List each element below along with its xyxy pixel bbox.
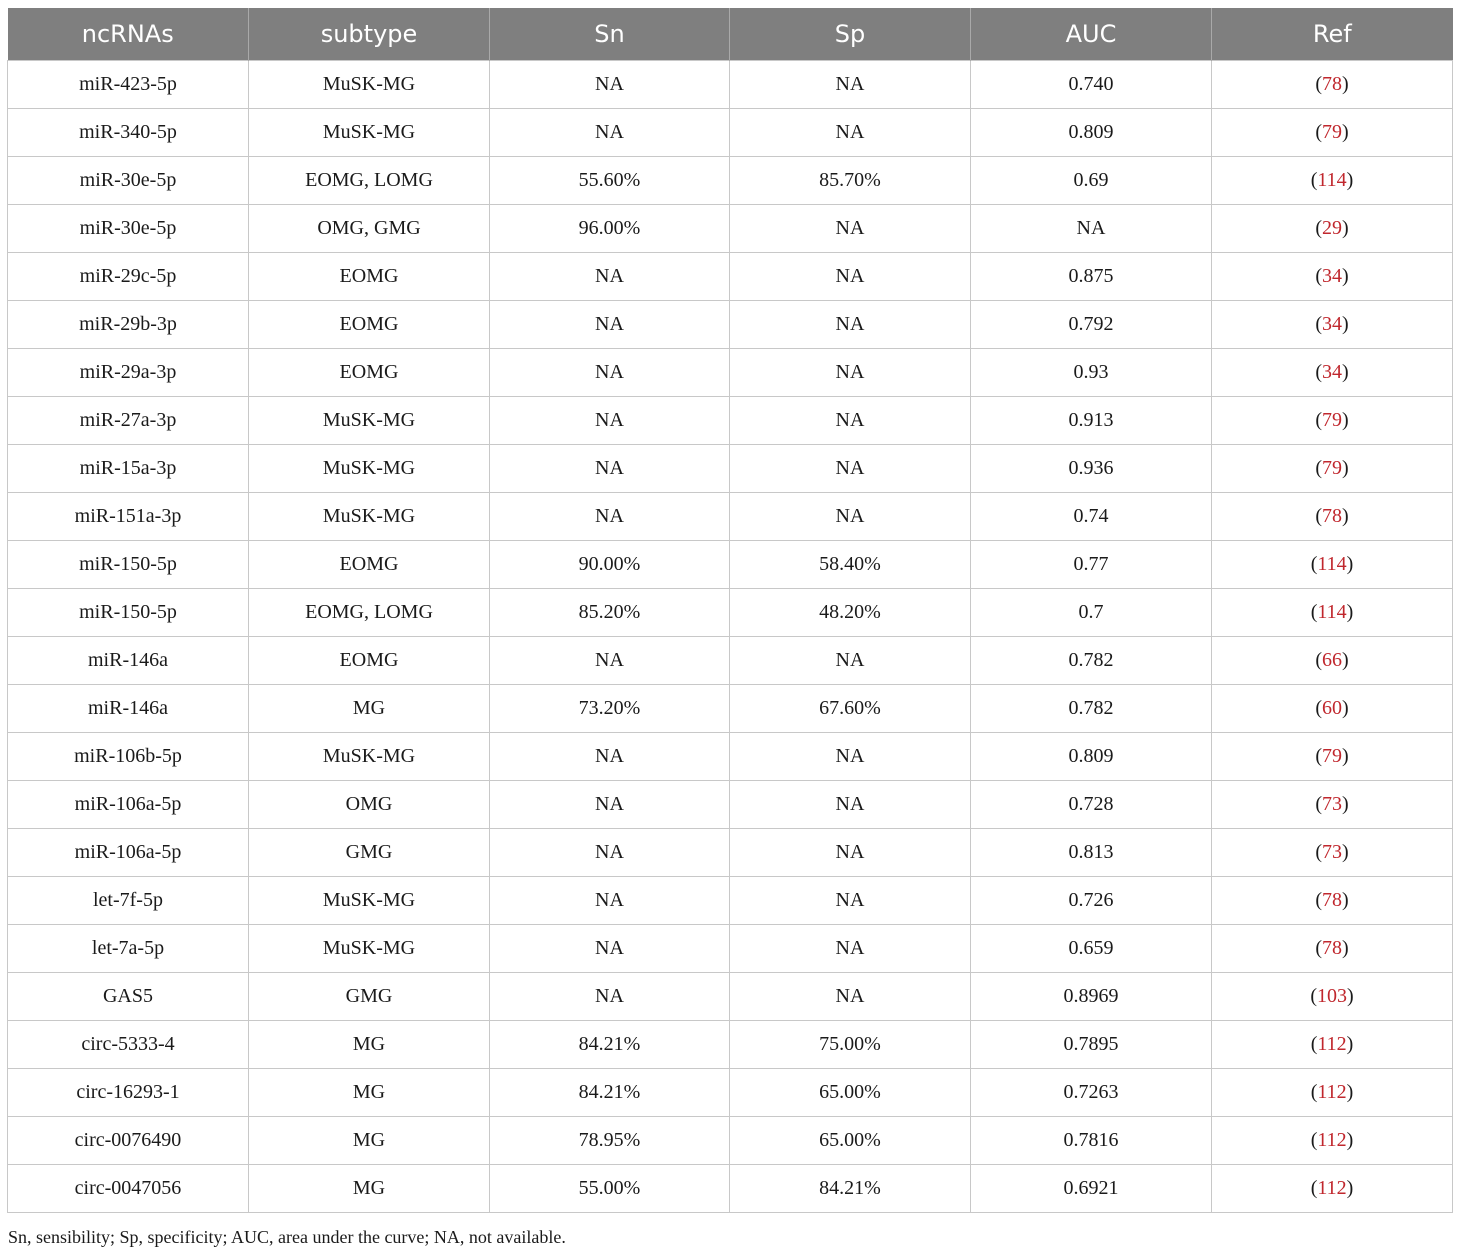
table-row <box>8 541 1453 589</box>
cell-subtype: MuSK-MG <box>249 61 490 109</box>
cell-sp: NA <box>730 349 971 397</box>
cell-ref <box>1212 205 1453 253</box>
reference-link[interactable]: 34 <box>1322 265 1342 287</box>
reference-link[interactable]: 78 <box>1322 73 1342 95</box>
cell-ref <box>1212 781 1453 829</box>
cell-ref <box>1212 1069 1453 1117</box>
cell-ref <box>1212 445 1453 493</box>
table-row <box>8 973 1453 1021</box>
reference-link[interactable]: 34 <box>1322 313 1342 335</box>
table-row <box>8 1021 1453 1069</box>
ref-open-paren: ( <box>1315 73 1322 95</box>
ref-close-paren: ) <box>1342 505 1349 527</box>
cell-subtype: MuSK-MG <box>249 925 490 973</box>
cell-ncrna: miR-340-5p <box>8 109 249 157</box>
table-row <box>8 61 1453 109</box>
reference-link[interactable]: 60 <box>1322 697 1342 719</box>
cell-auc: 0.93 <box>971 349 1212 397</box>
cell-auc: 0.659 <box>971 925 1212 973</box>
ref-open-paren: ( <box>1315 217 1322 239</box>
cell-ref <box>1212 397 1453 445</box>
reference-link[interactable]: 73 <box>1322 841 1342 863</box>
ref-open-paren: ( <box>1315 505 1322 527</box>
header-sn: Sn <box>490 8 730 61</box>
cell-sp: NA <box>730 205 971 253</box>
cell-auc: 0.936 <box>971 445 1212 493</box>
cell-sn: NA <box>490 253 730 301</box>
cell-auc: 0.7816 <box>971 1117 1212 1165</box>
header-subtype: subtype <box>249 8 490 61</box>
cell-sn: 55.60% <box>490 157 730 205</box>
cell-ncrna: let-7f-5p <box>8 877 249 925</box>
cell-ref <box>1212 301 1453 349</box>
reference-link[interactable]: 78 <box>1322 505 1342 527</box>
cell-auc: 0.782 <box>971 685 1212 733</box>
cell-sp: 65.00% <box>730 1069 971 1117</box>
cell-ncrna: miR-146a <box>8 685 249 733</box>
cell-sn: NA <box>490 493 730 541</box>
cell-subtype: EOMG <box>249 637 490 685</box>
cell-ncrna: miR-151a-3p <box>8 493 249 541</box>
cell-auc: 0.782 <box>971 637 1212 685</box>
reference-link[interactable]: 29 <box>1322 217 1342 239</box>
table-row <box>8 925 1453 973</box>
cell-sp: NA <box>730 301 971 349</box>
cell-subtype: OMG, GMG <box>249 205 490 253</box>
cell-subtype: MuSK-MG <box>249 733 490 781</box>
cell-sp: NA <box>730 109 971 157</box>
cell-sn: NA <box>490 781 730 829</box>
reference-link[interactable]: 112 <box>1317 1177 1347 1199</box>
header-ncrnas: ncRNAs <box>8 8 249 61</box>
ref-close-paren: ) <box>1342 745 1349 767</box>
reference-link[interactable]: 79 <box>1322 409 1342 431</box>
cell-ncrna: GAS5 <box>8 973 249 1021</box>
cell-ref <box>1212 829 1453 877</box>
ref-open-paren: ( <box>1310 601 1318 623</box>
cell-ref <box>1212 61 1453 109</box>
cell-subtype: EOMG <box>249 253 490 301</box>
cell-ncrna: circ-16293-1 <box>8 1069 249 1117</box>
table-row <box>8 733 1453 781</box>
cell-ncrna: circ-5333-4 <box>8 1021 249 1069</box>
cell-auc: 0.7895 <box>971 1021 1212 1069</box>
header-auc: AUC <box>971 8 1212 61</box>
cell-auc: 0.77 <box>971 541 1212 589</box>
cell-sp: NA <box>730 493 971 541</box>
table-row <box>8 589 1453 637</box>
cell-subtype: MuSK-MG <box>249 397 490 445</box>
cell-sn: 85.20% <box>490 589 730 637</box>
table-row <box>8 157 1453 205</box>
cell-sp: 65.00% <box>730 1117 971 1165</box>
table-row <box>8 493 1453 541</box>
cell-sn: NA <box>490 61 730 109</box>
cell-ncrna: circ-0047056 <box>8 1165 249 1213</box>
ref-close-paren: ) <box>1346 1177 1354 1199</box>
table-footnote: Sn, sensibility; Sp, specificity; AUC, area under the curve; NA, not available. <box>8 1227 566 1247</box>
cell-sn: NA <box>490 109 730 157</box>
ref-close-paren: ) <box>1346 1129 1354 1151</box>
cell-sn: 96.00% <box>490 205 730 253</box>
cell-sn: NA <box>490 397 730 445</box>
cell-ref <box>1212 493 1453 541</box>
ref-close-paren: ) <box>1342 457 1349 479</box>
ref-open-paren: ( <box>1315 409 1322 431</box>
cell-subtype: MuSK-MG <box>249 109 490 157</box>
cell-auc: NA <box>971 205 1212 253</box>
cell-ncrna: miR-150-5p <box>8 541 249 589</box>
ref-open-paren: ( <box>1315 889 1322 911</box>
cell-auc: 0.7 <box>971 589 1212 637</box>
ref-open-paren: ( <box>1310 985 1317 1007</box>
cell-subtype: EOMG, LOMG <box>249 589 490 637</box>
cell-sn: NA <box>490 733 730 781</box>
cell-auc: 0.8969 <box>971 973 1212 1021</box>
cell-ref <box>1212 157 1453 205</box>
cell-subtype: MuSK-MG <box>249 877 490 925</box>
ref-close-paren: ) <box>1346 169 1354 191</box>
cell-ncrna: miR-30e-5p <box>8 157 249 205</box>
reference-link[interactable]: 114 <box>1317 553 1347 575</box>
cell-sp: NA <box>730 925 971 973</box>
cell-ncrna: miR-106a-5p <box>8 829 249 877</box>
ref-close-paren: ) <box>1342 841 1349 863</box>
cell-subtype: EOMG <box>249 301 490 349</box>
ref-close-paren: ) <box>1342 793 1349 815</box>
table-body <box>8 61 1453 1213</box>
table-row <box>8 253 1453 301</box>
cell-subtype: OMG <box>249 781 490 829</box>
cell-auc: 0.913 <box>971 397 1212 445</box>
cell-ref <box>1212 1165 1453 1213</box>
cell-ref <box>1212 685 1453 733</box>
cell-ncrna: miR-29c-5p <box>8 253 249 301</box>
ref-close-paren: ) <box>1347 985 1354 1007</box>
cell-sp: NA <box>730 397 971 445</box>
cell-ncrna: miR-29b-3p <box>8 301 249 349</box>
cell-sp: 75.00% <box>730 1021 971 1069</box>
table-row <box>8 1165 1453 1213</box>
cell-subtype: MG <box>249 1117 490 1165</box>
ref-close-paren: ) <box>1342 217 1349 239</box>
cell-ref <box>1212 637 1453 685</box>
cell-ref <box>1212 349 1453 397</box>
cell-sn: NA <box>490 973 730 1021</box>
cell-sn: NA <box>490 637 730 685</box>
table-row <box>8 109 1453 157</box>
cell-ref <box>1212 973 1453 1021</box>
cell-ncrna: miR-106a-5p <box>8 781 249 829</box>
cell-sn: NA <box>490 877 730 925</box>
cell-subtype: MG <box>249 1021 490 1069</box>
cell-sn: 55.00% <box>490 1165 730 1213</box>
cell-ncrna: miR-30e-5p <box>8 205 249 253</box>
ref-open-paren: ( <box>1315 313 1322 335</box>
reference-link[interactable]: 112 <box>1317 1129 1347 1151</box>
cell-ncrna: miR-29a-3p <box>8 349 249 397</box>
table-row <box>8 1117 1453 1165</box>
cell-sp: 84.21% <box>730 1165 971 1213</box>
reference-link[interactable]: 79 <box>1322 745 1342 767</box>
cell-sp: NA <box>730 829 971 877</box>
reference-link[interactable]: 78 <box>1322 937 1342 959</box>
cell-sp: 85.70% <box>730 157 971 205</box>
cell-auc: 0.809 <box>971 733 1212 781</box>
reference-link[interactable]: 79 <box>1322 121 1342 143</box>
cell-ref <box>1212 925 1453 973</box>
reference-link[interactable]: 78 <box>1322 889 1342 911</box>
ref-open-paren: ( <box>1315 265 1322 287</box>
ref-open-paren: ( <box>1310 1033 1318 1055</box>
reference-link[interactable]: 112 <box>1317 1033 1347 1055</box>
table-row <box>8 781 1453 829</box>
reference-link[interactable]: 103 <box>1317 985 1347 1007</box>
table-row <box>8 205 1453 253</box>
reference-link[interactable]: 66 <box>1322 649 1342 671</box>
cell-auc: 0.875 <box>971 253 1212 301</box>
cell-sn: 78.95% <box>490 1117 730 1165</box>
ref-close-paren: ) <box>1342 409 1349 431</box>
cell-auc: 0.728 <box>971 781 1212 829</box>
cell-subtype: EOMG <box>249 541 490 589</box>
table-row <box>8 349 1453 397</box>
cell-sp: NA <box>730 733 971 781</box>
cell-ncrna: let-7a-5p <box>8 925 249 973</box>
table-row <box>8 685 1453 733</box>
cell-subtype: MG <box>249 1069 490 1117</box>
cell-ref <box>1212 541 1453 589</box>
cell-ncrna: miR-146a <box>8 637 249 685</box>
cell-ncrna: miR-150-5p <box>8 589 249 637</box>
cell-subtype: MG <box>249 685 490 733</box>
table-row <box>8 829 1453 877</box>
ref-close-paren: ) <box>1342 649 1349 671</box>
ref-open-paren: ( <box>1315 361 1322 383</box>
ref-open-paren: ( <box>1310 1081 1318 1103</box>
cell-subtype: MuSK-MG <box>249 493 490 541</box>
cell-ref <box>1212 1117 1453 1165</box>
ref-close-paren: ) <box>1346 1081 1354 1103</box>
cell-sn: NA <box>490 829 730 877</box>
cell-ncrna: miR-27a-3p <box>8 397 249 445</box>
ref-open-paren: ( <box>1315 745 1322 767</box>
cell-sp: NA <box>730 781 971 829</box>
reference-link[interactable]: 112 <box>1317 1081 1347 1103</box>
ref-open-paren: ( <box>1310 169 1318 191</box>
table-row <box>8 301 1453 349</box>
ref-open-paren: ( <box>1315 121 1322 143</box>
cell-subtype: MG <box>249 1165 490 1213</box>
cell-ref <box>1212 109 1453 157</box>
cell-auc: 0.813 <box>971 829 1212 877</box>
cell-ref <box>1212 589 1453 637</box>
cell-sn: 90.00% <box>490 541 730 589</box>
cell-sn: 84.21% <box>490 1021 730 1069</box>
reference-link[interactable]: 79 <box>1322 457 1342 479</box>
ref-open-paren: ( <box>1310 553 1318 575</box>
cell-sp: NA <box>730 61 971 109</box>
ref-close-paren: ) <box>1342 697 1349 719</box>
cell-auc: 0.69 <box>971 157 1212 205</box>
table-header-row <box>8 8 1453 61</box>
cell-ref <box>1212 1021 1453 1069</box>
reference-link[interactable]: 73 <box>1322 793 1342 815</box>
ref-open-paren: ( <box>1315 841 1322 863</box>
cell-auc: 0.7263 <box>971 1069 1212 1117</box>
ref-close-paren: ) <box>1346 601 1354 623</box>
ref-close-paren: ) <box>1342 121 1349 143</box>
ref-close-paren: ) <box>1342 937 1349 959</box>
cell-ncrna: miR-423-5p <box>8 61 249 109</box>
cell-sp: NA <box>730 445 971 493</box>
ref-open-paren: ( <box>1310 1129 1318 1151</box>
cell-sn: 84.21% <box>490 1069 730 1117</box>
reference-link[interactable]: 34 <box>1322 361 1342 383</box>
cell-sn: NA <box>490 925 730 973</box>
table-row <box>8 1069 1453 1117</box>
ref-close-paren: ) <box>1342 313 1349 335</box>
cell-subtype: MuSK-MG <box>249 445 490 493</box>
cell-sn: NA <box>490 445 730 493</box>
table-row <box>8 637 1453 685</box>
ref-open-paren: ( <box>1315 937 1322 959</box>
cell-sn: 73.20% <box>490 685 730 733</box>
cell-ref <box>1212 253 1453 301</box>
cell-auc: 0.809 <box>971 109 1212 157</box>
cell-sp: NA <box>730 637 971 685</box>
cell-auc: 0.74 <box>971 493 1212 541</box>
ref-open-paren: ( <box>1315 457 1322 479</box>
cell-sp: 58.40% <box>730 541 971 589</box>
table-row <box>8 877 1453 925</box>
cell-subtype: EOMG, LOMG <box>249 157 490 205</box>
cell-sn: NA <box>490 301 730 349</box>
cell-sp: NA <box>730 253 971 301</box>
cell-subtype: GMG <box>249 973 490 1021</box>
cell-sp: 48.20% <box>730 589 971 637</box>
ref-close-paren: ) <box>1346 553 1354 575</box>
cell-sp: NA <box>730 877 971 925</box>
cell-sp: NA <box>730 973 971 1021</box>
cell-ncrna: miR-106b-5p <box>8 733 249 781</box>
cell-auc: 0.726 <box>971 877 1212 925</box>
cell-auc: 0.792 <box>971 301 1212 349</box>
cell-subtype: GMG <box>249 829 490 877</box>
cell-subtype: EOMG <box>249 349 490 397</box>
reference-link[interactable]: 114 <box>1317 169 1347 191</box>
ref-open-paren: ( <box>1315 793 1322 815</box>
ref-close-paren: ) <box>1342 73 1349 95</box>
ref-close-paren: ) <box>1342 265 1349 287</box>
ref-close-paren: ) <box>1346 1033 1354 1055</box>
cell-sp: 67.60% <box>730 685 971 733</box>
ref-close-paren: ) <box>1342 361 1349 383</box>
ncrna-table <box>7 8 1453 1213</box>
ref-open-paren: ( <box>1315 697 1322 719</box>
reference-link[interactable]: 114 <box>1317 601 1347 623</box>
ref-close-paren: ) <box>1342 889 1349 911</box>
table-row <box>8 445 1453 493</box>
cell-ncrna: circ-0076490 <box>8 1117 249 1165</box>
cell-ncrna: miR-15a-3p <box>8 445 249 493</box>
header-sp: Sp <box>730 8 971 61</box>
header-ref: Ref <box>1212 8 1453 61</box>
ref-open-paren: ( <box>1310 1177 1318 1199</box>
ref-open-paren: ( <box>1315 649 1322 671</box>
cell-sn: NA <box>490 349 730 397</box>
cell-ref <box>1212 733 1453 781</box>
table-container <box>7 8 1452 1213</box>
cell-ref <box>1212 877 1453 925</box>
cell-auc: 0.6921 <box>971 1165 1212 1213</box>
cell-auc: 0.740 <box>971 61 1212 109</box>
table-row <box>8 397 1453 445</box>
